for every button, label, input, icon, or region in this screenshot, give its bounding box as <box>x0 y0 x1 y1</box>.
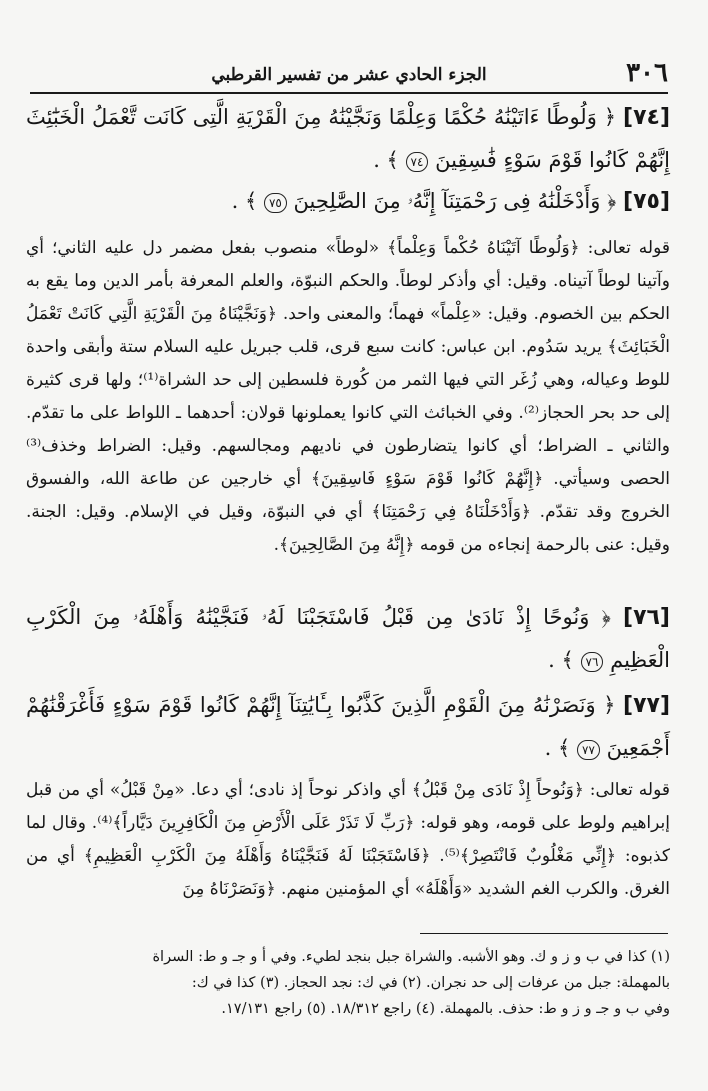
verse-number: [٧٦] <box>623 605 670 630</box>
verse-number: [٧٤] <box>623 105 670 130</box>
footnote-line: بالمهملة: جبل من عرفات إلى حد نجران. (٢) في ك: نجد الحجاز. (٣) كذا في ك: <box>191 975 670 991</box>
verse-text: ﴿ وَنَصَرْنَٰهُ مِنَ الْقَوْمِ الَّذِينَ كَذَّبُوا بِـَٔايَٰتِنَآ إِنَّهُمْ كَانُوا قَوْمَ سَوْءٍ فَأَغْرَقْنَٰهُمْ أَجْمَعِينَ <box>26 693 670 760</box>
ayah-end-mark: ٧٧ <box>577 740 600 760</box>
footnotes <box>26 944 670 1022</box>
ayah-end-mark: ٧٥ <box>264 193 287 213</box>
verse-74 <box>26 96 670 181</box>
verse-close: ﴾ . <box>373 148 399 172</box>
verse-close: ﴾ . <box>544 736 571 760</box>
ayah-end-mark: ٧٦ <box>581 652 604 672</box>
footnote-line: وفي ب و جـ و ز و ط: حذف. بالمهملة. (٤) راجع ١٨/٣١٢. (٥) راجع ١٧/١٣١. <box>221 1001 670 1017</box>
verse-75 <box>26 180 670 223</box>
commentary-paragraph-1: قوله تعالى: ﴿وَلُوطًا آتَيْنَاهُ حُكْماً وَعِلْماً﴾ «لوطاً» منصوب بفعل مضمر دل عليه الثاني؛ أي وآتينا لوطاً آتيناه. وقيل: أي وأذكر لوطاً. والحكم النبوّة، والعلم المعرفة بأمر الدين وما يقع به الحكم بين الخصوم. وقيل: «عِلْماً» فهماً؛ والمعنى واحد. ﴿وَنَجَّيْنَاهُ مِنَ الْقَرْيَةِ الَّتِي كَانَتْ تَعْمَلُ الْخَبَائِثَ﴾ يريد سَدُوم. ابن عباس: كانت سبع قرى، قلب جبريل عليه السلام ستة وأبقى واحدة للوط وعياله، وهي زُغَر التي فيها الثمر من كُورة فلسطين إلى حد الشراة⁽¹⁾؛ ولها قرى كثيرة إلى حد بحر الحجاز⁽²⁾. وفي الخبائث التي كانوا يعملونها قولان: أحدهما ـ اللواط على ما تقدّم. والثاني ـ الضراط؛ أي كانوا يتضارطون في ناديهم ومجالسهم. وقيل: الضراط وخذف⁽³⁾ الحصى وسيأتي. ﴿إِنَّهُمْ كَانُوا قَوْمَ سَوْءٍ فَاسِقِينَ﴾ أي خارجين عن طاعة الله، والفسوق الخروج وقد تقدّم. ﴿وَأَدْخَلْنَاهُ فِي رَحْمَتِنَا﴾ أي في النبوّة، وقيل في الإسلام. وقيل: الجنة. وقيل: عنى بالرحمة إنجاءه من قومه ﴿إِنَّهُ مِنَ الصَّالِحِينَ﴾. <box>26 238 671 555</box>
verse-close: ﴾ . <box>548 648 574 672</box>
verse-text: ﴿ وَلُوطًا ءَاتَيْنَٰهُ حُكْمًا وَعِلْمًا وَنَجَّيْنَٰهُ مِنَ الْقَرْيَةِ الَّتِى كَانَت تَّعْمَلُ الْخَبَٰٓئِثَ إِنَّهُمْ كَانُوا قَوْمَ سَوْءٍ فَٰسِقِينَ <box>26 105 670 172</box>
verse-76 <box>26 596 670 681</box>
footnote-line: (١) كذا في ب و ز و ك. وهو الأشبه. والشراة جبل بنجد لطيء. وفي أ و جـ و ط: السراة <box>152 949 670 965</box>
footnote-divider <box>420 933 668 934</box>
verse-77 <box>26 684 670 769</box>
verse-text: ﴿ وَنُوحًا إِذْ نَادَىٰ مِن قَبْلُ فَاسْتَجَبْنَا لَهُۥ فَنَجَّيْنَٰهُ وَأَهْلَهُۥ مِنَ الْكَرْبِ الْعَظِيمِ <box>26 605 670 672</box>
page-number: ٣٠٦ <box>626 58 668 88</box>
verse-text: ﴿ وَأَدْخَلْنَٰهُ فِى رَحْمَتِنَآ إِنَّهُۥ مِنَ الصَّٰلِحِينَ <box>293 189 617 213</box>
commentary-paragraph-2: قوله تعالى: ﴿وَنُوحاً إِذْ نَادَى مِنْ قَبْلُ﴾ أي واذكر نوحاً إذ نادى؛ أي دعا. «مِنْ قَبْلُ» أي من قبل إبراهيم ولوط على قومه، وهو قوله: ﴿رَبِّ لَا تَذَرْ عَلَى الْأَرْضِ مِنَ الْكَافِرِينَ دَيَّاراً﴾⁽⁴⁾. وقال لما كذبوه: ﴿إِنِّي مَغْلُوبٌ فَانْتَصِرْ﴾⁽⁵⁾. ﴿فَاسْتَجَبْنَا لَهُ فَنَجَّيْنَاهُ وَأَهْلَهُ مِنَ الْكَرْبِ الْعَظِيمِ﴾ أي من الغرق. والكرب الغم الشديد «وَأَهْلَهُ» أي المؤمنين منهم. ﴿وَنَصَرْنَاهُ مِنَ <box>26 780 671 899</box>
ayah-end-mark: ٧٤ <box>406 152 429 172</box>
verse-number: [٧٥] <box>623 189 670 214</box>
page-header <box>30 52 668 94</box>
running-title: الجزء الحادي عشر من تفسير القرطبي <box>211 65 487 85</box>
verse-number: [٧٧] <box>623 693 670 718</box>
verse-close: ﴾ . <box>231 189 258 213</box>
